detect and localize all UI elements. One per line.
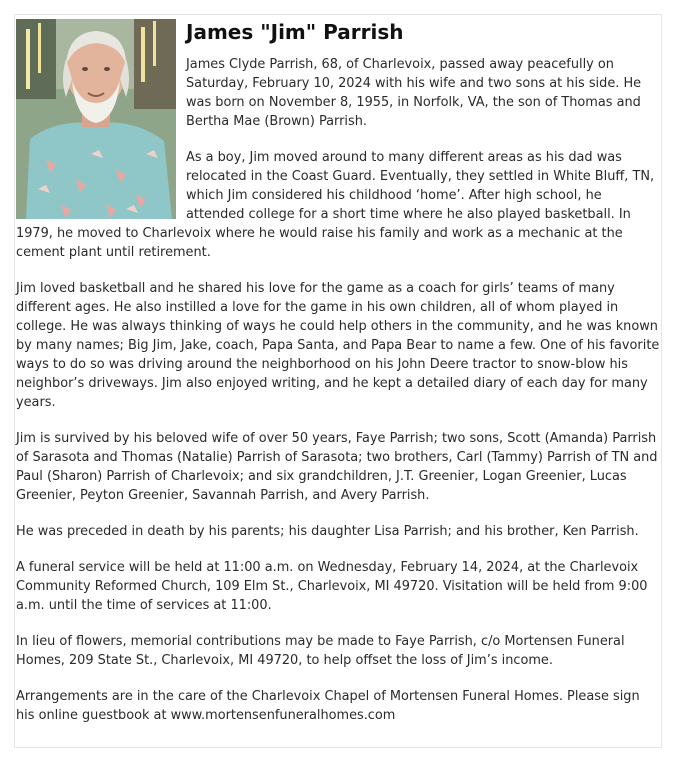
- obituary-paragraph: He was preceded in death by his parents; his daughter Lisa Parrish; and his brother, Ken Parrish.: [16, 524, 639, 539]
- obituary-paragraph: Jim loved basketball and he shared his love for the game as a coach for girls’ teams of many different ages. He also instilled a love for the game in his own children, all of whom played in college. He was always thinking of ways he could help others in the community, and he was known by many names; Big Jim, Jake, coach, Papa Santa, and Papa Bear to name a few. One of his favorite ways to do so was driving around the neighborhood on his John Deere tractor to snow-blow his neighbor’s driveways. Jim also enjoyed writing, and he kept a detailed diary of each day for many years.: [16, 281, 660, 410]
- obituary-paragraph: Jim is survived by his beloved wife of over 50 years, Faye Parrish; two sons, Scott (Amanda) Parrish of Sarasota and Thomas (Natalie) Parrish of Sarasota; two brothers, Carl (Tammy) Parrish of TN and Paul (Sharon) Parrish of Charlevoix; and six grandchildren, J.T. Greenier, Logan Greenier, Lucas Greenier, Peyton Greenier, Savannah Parrish, and Avery Parrish.: [16, 431, 658, 503]
- obituary-content: [16, 19, 661, 742]
- obituary-paragraph: As a boy, Jim moved around to many different areas as his dad was relocated in the Coast Guard. Eventually, they settled in White Bluff, TN, which Jim considered his childhood ‘home’. After high school, he attended college for a short time where he also played basketball. In 1979, he moved to Charlevoix where he would raise his family and work as a mechanic at the cement plant until retirement.: [16, 150, 655, 260]
- obituary-paragraph: James Clyde Parrish, 68, of Charlevoix, passed away peacefully on Saturday, February 10, 2024 with his wife and two sons at his side. He was born on November 8, 1955, in Norfolk, VA, the son of Thomas and Bertha Mae (Brown) Parrish.: [186, 57, 642, 129]
- obituary-title: James "Jim" Parrish: [186, 20, 404, 44]
- portrait-photo: [16, 19, 176, 219]
- obituary-paragraph: Arrangements are in the care of the Charlevoix Chapel of Mortensen Funeral Homes. Please sign his online guestbook at www.mortensenfuneralhomes.com: [16, 689, 640, 723]
- obituary-paragraph: A funeral service will be held at 11:00 a.m. on Wednesday, February 14, 2024, at the Charlevoix Community Reformed Church, 109 Elm St., Charlevoix, MI 49720. Visitation will be held from 9:00 a.m. until the time of services at 11:00.: [16, 560, 648, 613]
- obituary-paragraph: In lieu of flowers, memorial contributions may be made to Faye Parrish, c/o Mortensen Funeral Homes, 209 State St., Charlevoix, MI 49720, to help offset the loss of Jim’s income.: [16, 634, 625, 668]
- obituary-card: [14, 14, 662, 748]
